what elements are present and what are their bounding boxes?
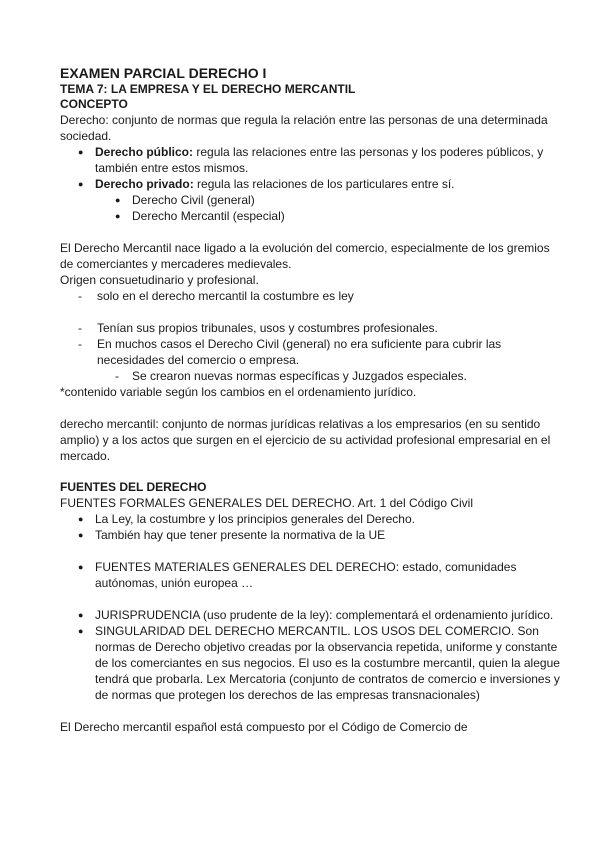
list-item-publico bbox=[60, 144, 560, 176]
dash-subitem-normas: - Se crearon nuevas normas específicas y Juzgados especiales. bbox=[60, 368, 560, 384]
list-item-civil: ● Derecho Civil (general) bbox=[60, 192, 560, 208]
list-item-singularidad: ● SINGULARIDAD DEL DERECHO MERCANTIL. LOS USOS DEL COMERCIO. Son normas de Derecho objetivo creadas por la observancia repetida, uniforme y constante de los comerciantes en sus negocios. El uso es la costumbre mercantil, quien la alegue tendrá que probarla. Lex Mercatoria (conjunto de contratos de comercio e inversiones y de normas que protegen los derechos de las empresas transnacionales) bbox=[60, 623, 560, 703]
fuentes-formales: FUENTES FORMALES GENERALES DEL DERECHO. Art. 1 del Código Civil bbox=[60, 496, 474, 510]
publico-term: Derecho público: bbox=[95, 145, 194, 159]
closing-paragraph: El Derecho mercantil español está compuesto por el Código de Comercio de bbox=[60, 720, 468, 734]
document-body bbox=[60, 64, 560, 735]
fuentes-heading: FUENTES DEL DERECHO bbox=[60, 480, 207, 494]
list-item-jurisprudencia: ● JURISPRUDENCIA (uso prudente de la ley): complementará el ordenamiento jurídico. bbox=[60, 607, 560, 623]
concepto-heading: CONCEPTO bbox=[60, 97, 128, 111]
derecho-types-list bbox=[60, 144, 560, 224]
mercantil-definition: derecho mercantil: conjunto de normas jurídicas relativas a los empresarios (en su sentido amplio) y a los actos que surgen en el ejercicio de su actividad profesional empresarial en el mercado. bbox=[60, 417, 551, 463]
publico-text: regula las relaciones entre las personas y los poderes públicos, y también entre estos mismos. bbox=[95, 145, 544, 175]
topic-heading: TEMA 7: LA EMPRESA Y EL DERECHO MERCANTIL bbox=[60, 82, 356, 96]
mercantil-origen: Origen consuetudinario y profesional. bbox=[60, 273, 259, 287]
privado-text: regula las relaciones de los particulares entre sí. bbox=[193, 177, 455, 191]
privado-term: Derecho privado: bbox=[95, 177, 194, 191]
origen-dash-list bbox=[60, 288, 560, 384]
mercantil-intro: El Derecho Mercantil nace ligado a la evolución del comercio, especialmente de los gremios de comerciantes y mercaderes medievales. bbox=[60, 241, 550, 271]
contenido-note: *contenido variable según los cambios en el ordenamiento jurídico. bbox=[60, 385, 417, 399]
list-item-privado bbox=[60, 176, 560, 192]
dash-item-civil: - En muchos casos el Derecho Civil (general) no era suficiente para cubrir las necesidades del comercio o empresa. bbox=[60, 336, 560, 368]
document-title: EXAMEN PARCIAL DERECHO I bbox=[60, 65, 267, 81]
fuentes-formales-list bbox=[60, 511, 560, 703]
list-item-ley: ● La Ley, la costumbre y los principios generales del Derecho. bbox=[60, 511, 560, 527]
list-item-ue: ● También hay que tener presente la normativa de la UE bbox=[60, 527, 560, 543]
derecho-definition: Derecho: conjunto de normas que regula la relación entre las personas de una determinada sociedad. bbox=[60, 113, 548, 143]
dash-item-costumbre: - solo en el derecho mercantil la costumbre es ley bbox=[60, 288, 560, 304]
list-item-materiales: ● FUENTES MATERIALES GENERALES DEL DERECHO: estado, comunidades autónomas, unión europea … bbox=[60, 559, 560, 591]
dash-item-tribunales: - Tenían sus propios tribunales, usos y costumbres profesionales. bbox=[60, 320, 560, 336]
list-item-mercantil: ● Derecho Mercantil (especial) bbox=[60, 208, 560, 224]
